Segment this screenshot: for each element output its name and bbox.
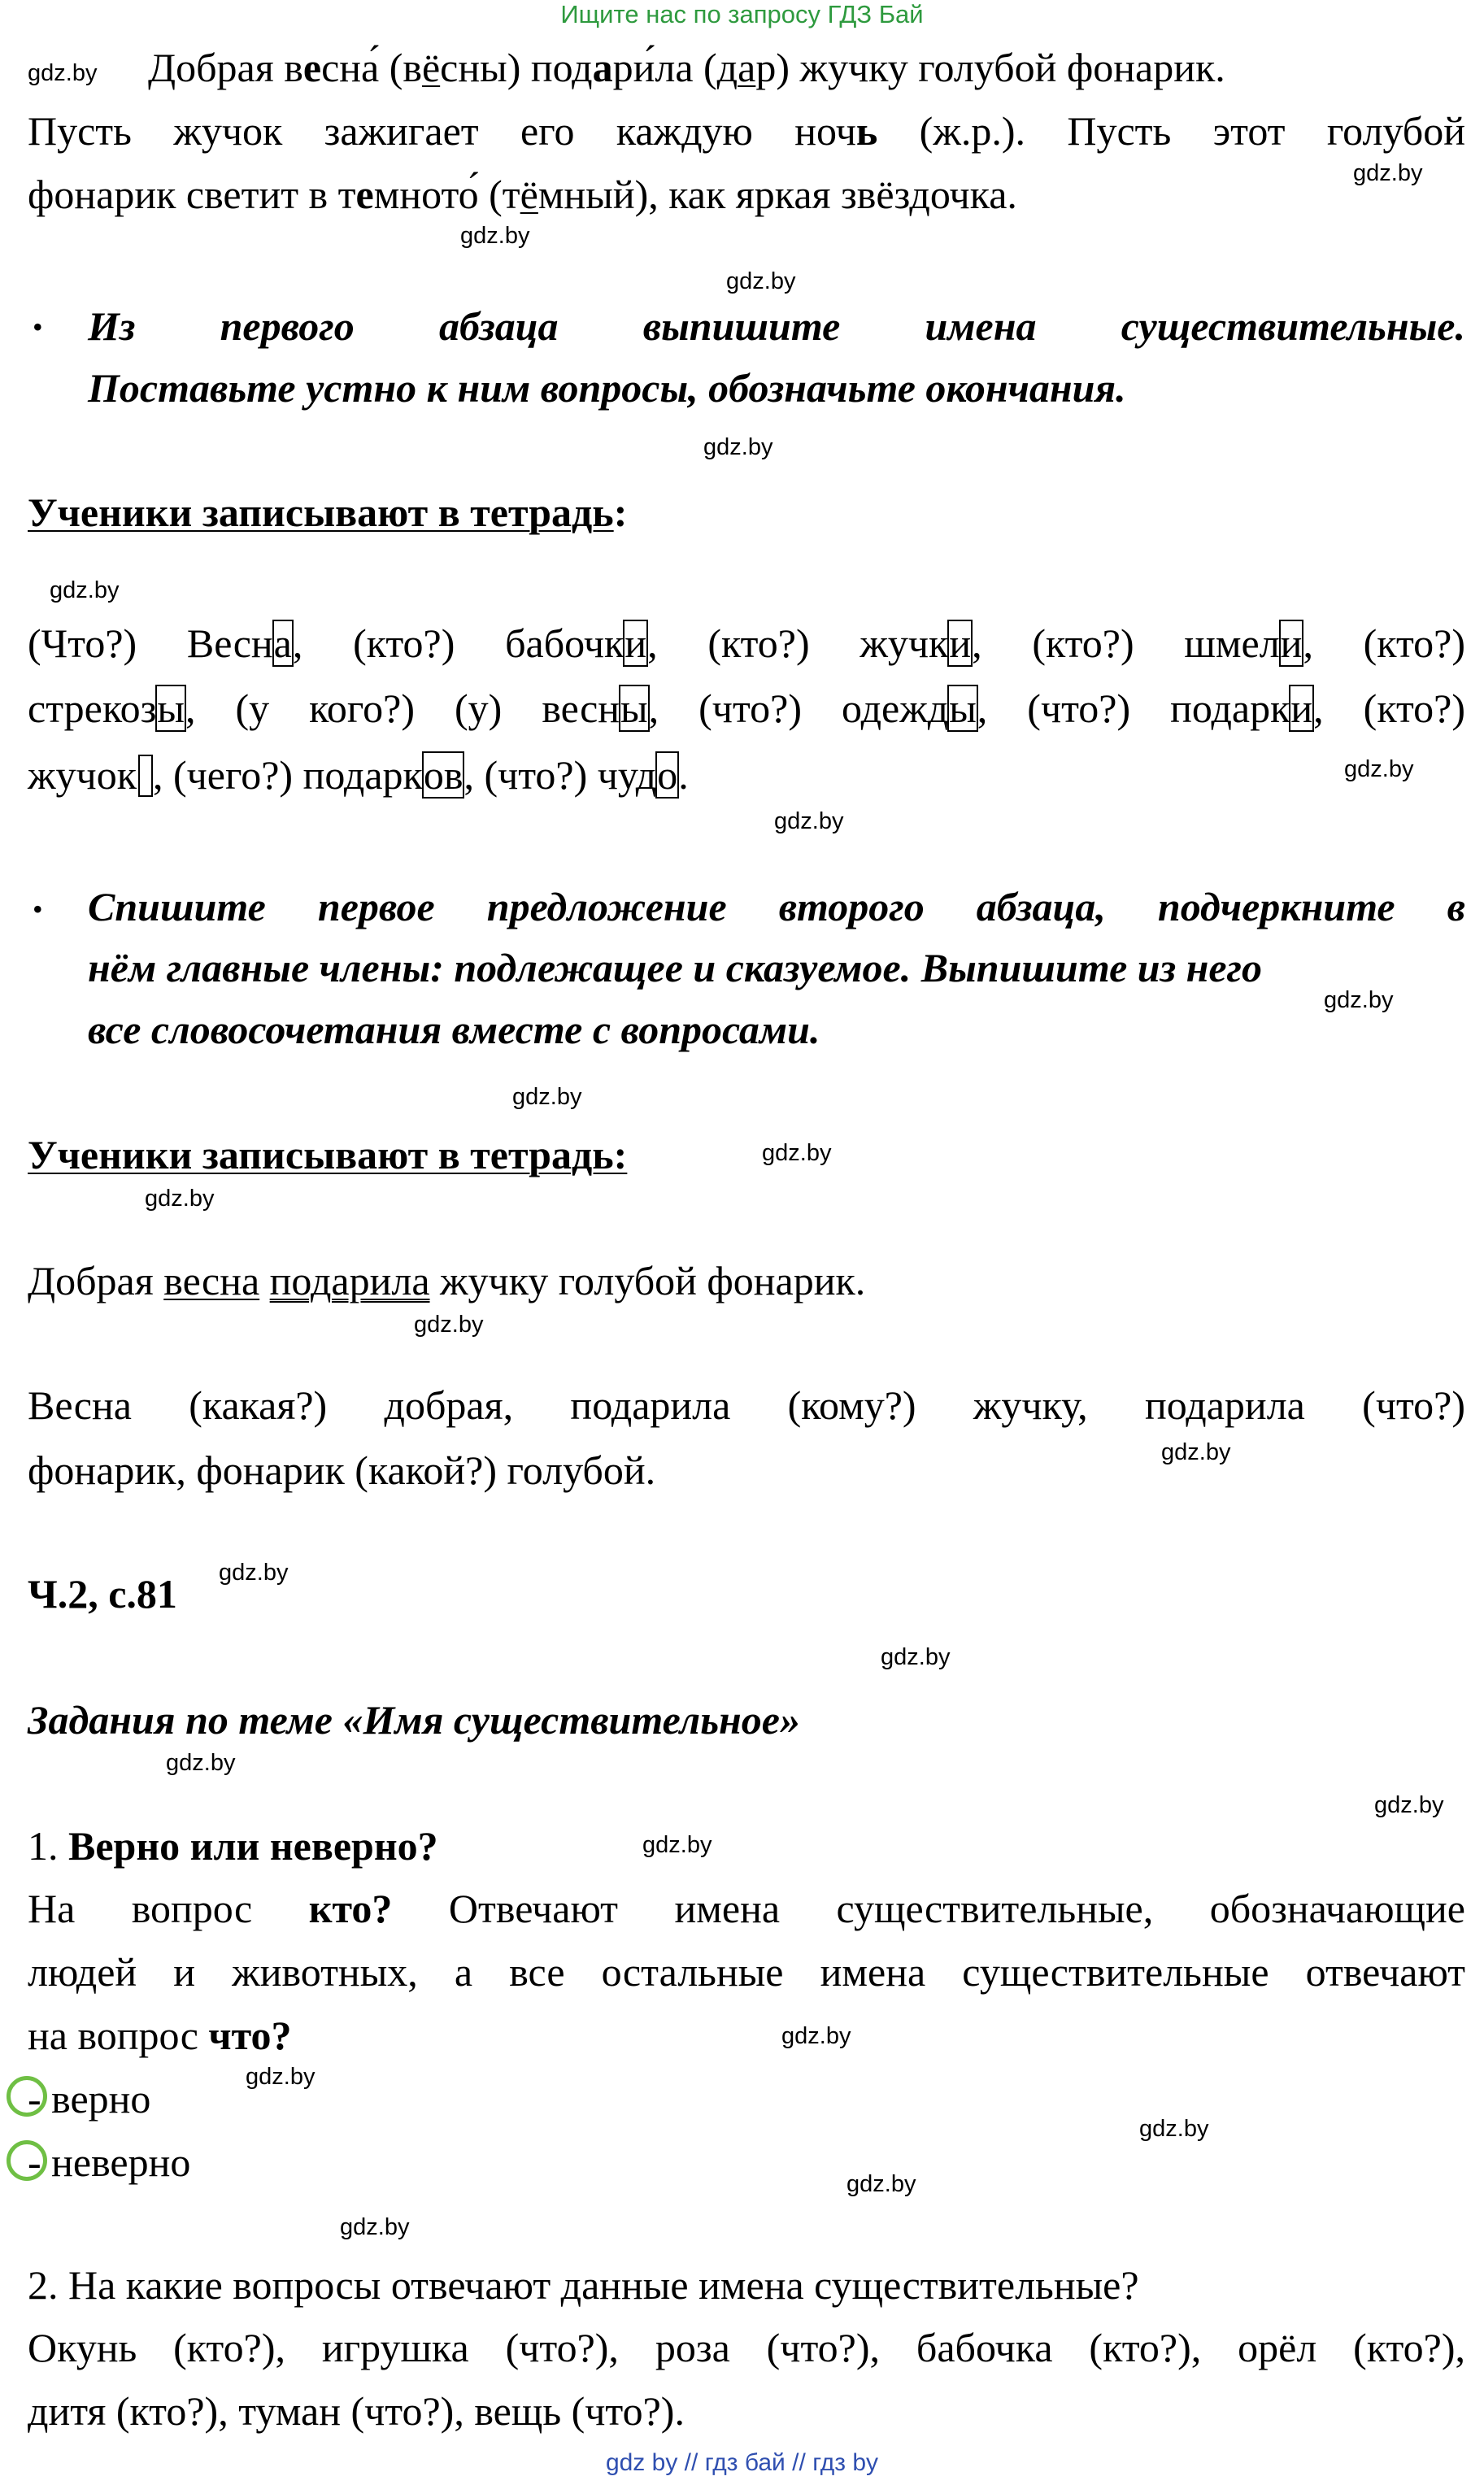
watermark: gdz.by (846, 2171, 916, 2197)
section-subtitle: Задания по теме «Имя существительное» (28, 1697, 800, 1743)
answer-line: стрекозы, (у кого?) (у) весны, (что?) одежды, (что?) подарки, (кто?) (28, 685, 1465, 731)
watermark: gdz.by (726, 268, 796, 294)
watermark: gdz.by (1161, 1439, 1231, 1465)
watermark: gdz.by (703, 434, 773, 460)
watermark: gdz.by (512, 1084, 582, 1110)
section-heading: Ученики записывают в тетрадь: (28, 490, 628, 535)
watermark: gdz.by (1374, 1792, 1444, 1818)
footer-link-gdz-by[interactable]: gdz by (605, 2449, 678, 2476)
example-sentence: Добрая весна подарила жучку голубой фонарик. (28, 1258, 866, 1303)
watermark: gdz.by (762, 1140, 832, 1166)
question-text: дитя (кто?), туман (что?), вещь (что?). (28, 2388, 685, 2434)
watermark: gdz.by (1324, 987, 1394, 1013)
page-reference: Ч.2, с.81 (28, 1571, 177, 1617)
paragraph-line: Пусть жучок зажигает его каждую ночь (ж.р.). Пусть этот голубой (28, 108, 1465, 154)
watermark: gdz.by (642, 1832, 712, 1858)
answer-line: жучок , (чего?) подарков, (что?) чудо. (28, 752, 689, 798)
bullet: • (33, 311, 43, 343)
answer-line: (Что?) Весна, (кто?) бабочки, (кто?) жучки, (кто?) шмели, (кто?) (28, 620, 1465, 666)
watermark: gdz.by (50, 577, 120, 603)
task-instruction: нём главные члены: подлежащее и сказуемое. Выпишите из него (88, 945, 1262, 990)
top-search-link[interactable]: Ищите нас по запросу ГДЗ Бай (560, 0, 924, 28)
watermark: gdz.by (1344, 756, 1414, 782)
footer-link-gdz-by-cyr[interactable]: гдз by (812, 2449, 879, 2476)
paragraph-line: фонарик светит в темното́ (тёмный), как яркая звёздочка. (28, 172, 1017, 217)
watermark: gdz.by (219, 1560, 289, 1586)
question-text: 2. На какие вопросы отвечают данные имена существительные? (28, 2262, 1139, 2308)
watermark: gdz.by (774, 808, 844, 834)
watermark: gdz.by (145, 1186, 215, 1212)
task-instruction: Спишите первое предложение второго абзаца, подчеркните в (88, 884, 1465, 929)
footer-link-gdz-bai[interactable]: гдз бай (704, 2449, 786, 2476)
watermark: gdz.by (246, 2064, 316, 2090)
watermark: gdz.by (414, 1312, 484, 1338)
question-text: Окунь (кто?), игрушка (что?), роза (что?), бабочка (кто?), орёл (кто?), (28, 2325, 1465, 2370)
watermark: gdz.by (28, 60, 98, 86)
section-heading: Ученики записывают в тетрадь: (28, 1132, 628, 1177)
phrases-line: Весна (какая?) добрая, подарила (кому?) жучку, подарила (что?) (28, 1382, 1465, 1428)
predicate: подарила (269, 1258, 430, 1303)
paragraph-line: Добрая весна́ (вёсны) подари́ла (дар) жучку голубой фонарик. (148, 45, 1225, 90)
watermark: gdz.by (881, 1644, 951, 1670)
question-title: 1. Верно или неверно? (28, 1823, 438, 1869)
footer-links: gdz by // гдз бай // гдз by (605, 2449, 879, 2476)
empty-ending-box (138, 755, 153, 797)
phrases-line: фонарик, фонарик (какой?) голубой. (28, 1447, 656, 1493)
task-instruction: Из первого абзаца выпишите имена существительные. (88, 303, 1465, 349)
watermark: gdz.by (460, 223, 530, 249)
option-false: - неверно (28, 2139, 191, 2185)
task-instruction: все словосочетания вместе с вопросами. (88, 1007, 820, 1052)
watermark: gdz.by (1353, 160, 1423, 186)
task-instruction: Поставьте устно к ним вопросы, обозначьте окончания. (88, 365, 1126, 411)
watermark: gdz.by (1139, 2116, 1209, 2142)
question-text: На вопрос кто? Отвечают имена существительные, обозначающие (28, 1886, 1465, 1931)
watermark: gdz.by (781, 2023, 851, 2049)
watermark: gdz.by (340, 2214, 410, 2240)
watermark: gdz.by (166, 1750, 236, 1776)
option-true: - верно (28, 2076, 151, 2122)
question-text: на вопрос что? (28, 2013, 292, 2058)
bullet: • (33, 893, 43, 925)
question-text: людей и животных, а все остальные имена существительные отвечают (28, 1949, 1465, 1995)
subject: весна (163, 1258, 260, 1303)
